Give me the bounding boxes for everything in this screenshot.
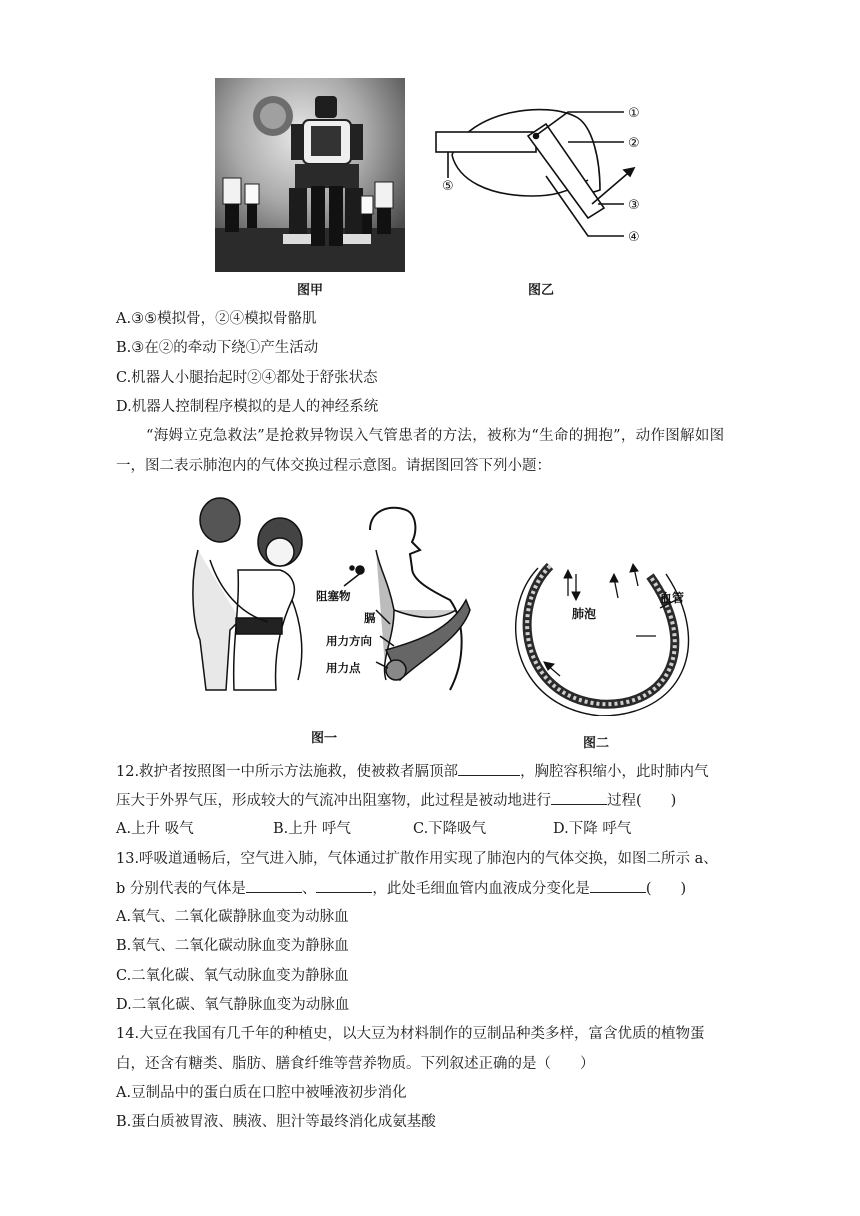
intro-line-1: “海姆立克急救法”是抢救异物误入气管患者的方法，被称为“生命的拥抱”，动作图解如图 [146, 428, 725, 444]
q14-line-2: 白，还含有糖类、脂肪、膳食纤维等营养物质。下列叙述正确的是（ ） [116, 1056, 595, 1072]
figure-caption-1: 图一 [311, 731, 338, 746]
q12-option-c: C.下降吸气 [413, 821, 487, 837]
label-diaphragm: 膈 [364, 611, 376, 625]
q11-option-a: A.③⑤模拟骨，②④模拟骨骼肌 [116, 311, 317, 327]
q11-option-d: D.机器人控制程序模拟的是人的神经系统 [116, 399, 379, 415]
label-force-point: 用力点 [326, 661, 361, 675]
label-alveolus: 肺泡 [572, 607, 597, 621]
q14-line-1: 14.大豆在我国有几千年的种植史，以大豆为材料制作的豆制品种类多样，富含优质的植物蛋 [116, 1026, 705, 1042]
q11-option-b: B.③在②的牵动下绕①产生活动 [116, 340, 319, 356]
q13-blank-c[interactable] [590, 878, 646, 893]
robot-photo [215, 78, 405, 272]
q13-line-2 [116, 878, 686, 899]
q12-blank-1[interactable] [458, 761, 520, 776]
figure-caption-yi: 图乙 [528, 283, 555, 298]
q13-text-2c: ，此处毛细血管内血液成分变化是 [372, 881, 590, 897]
figure-caption-2: 图二 [583, 736, 610, 751]
label-4: ④ [628, 230, 640, 245]
q13-text-2b: 、 [301, 881, 317, 897]
q13-option-a: A.氧气、二氧化碳静脉血变为动脉血 [116, 909, 349, 925]
q12-text-2a: 压大于外界气压，形成较大的气流冲出阻塞物，此过程是被动地进行 [116, 793, 551, 809]
q12-option-d: D.下降 呼气 [553, 821, 632, 837]
q12-text-1b: ，胸腔容积缩小，此时肺内气 [520, 764, 709, 780]
joint-diagram [428, 100, 658, 272]
label-5: ⑤ [442, 179, 454, 194]
alveolus-diagram [510, 556, 710, 716]
label-vessel: 血管 [660, 591, 685, 605]
label-2: ② [628, 136, 640, 151]
label-3: ③ [628, 198, 640, 213]
q14-option-b: B.蛋白质被胃液、胰液、胆汁等最终消化成氨基酸 [116, 1114, 436, 1130]
q13-line-1: 13.呼吸道通畅后，空气进入肺，气体通过扩散作用实现了肺泡内的气体交换，如图二所示 a、 [116, 851, 718, 867]
q12-text-1a: 12.救护者按照图一中所示方法施救，使被救者膈顶部 [116, 764, 459, 780]
intro-line-2: 一，图二表示肺泡内的气体交换过程示意图。请据图回答下列小题： [116, 458, 551, 474]
q12-option-a: A.上升 吸气 [116, 821, 194, 837]
q12-line-2 [116, 790, 676, 811]
q11-option-c: C.机器人小腿抬起时②④都处于舒张状态 [116, 370, 378, 386]
label-force-direction: 用力方向 [326, 634, 372, 648]
q13-text-2d: ( ) [645, 881, 687, 897]
q13-option-d: D.二氧化碳、氧气静脉血变为动脉血 [116, 997, 350, 1013]
q12-option-b: B.上升 呼气 [273, 821, 351, 837]
label-1: ① [628, 106, 640, 121]
q13-option-c: C.二氧化碳、氧气动脉血变为静脉血 [116, 968, 349, 984]
q12-blank-2[interactable] [551, 790, 607, 805]
q13-text-2a: b 分别代表的气体是 [116, 881, 246, 897]
q13-blank-a[interactable] [246, 878, 302, 893]
q12-text-2b: 过程( ) [607, 793, 677, 809]
q13-option-b: B.氧气、二氧化碳动脉血变为静脉血 [116, 938, 349, 954]
heimlich-illustration [180, 490, 480, 695]
q12-line-1 [116, 761, 709, 782]
label-obstruction: 阻塞物 [316, 589, 351, 603]
q13-blank-b[interactable] [316, 878, 372, 893]
figure-caption-jia: 图甲 [297, 283, 324, 298]
q14-option-a: A.豆制品中的蛋白质在口腔中被唾液初步消化 [116, 1085, 407, 1101]
